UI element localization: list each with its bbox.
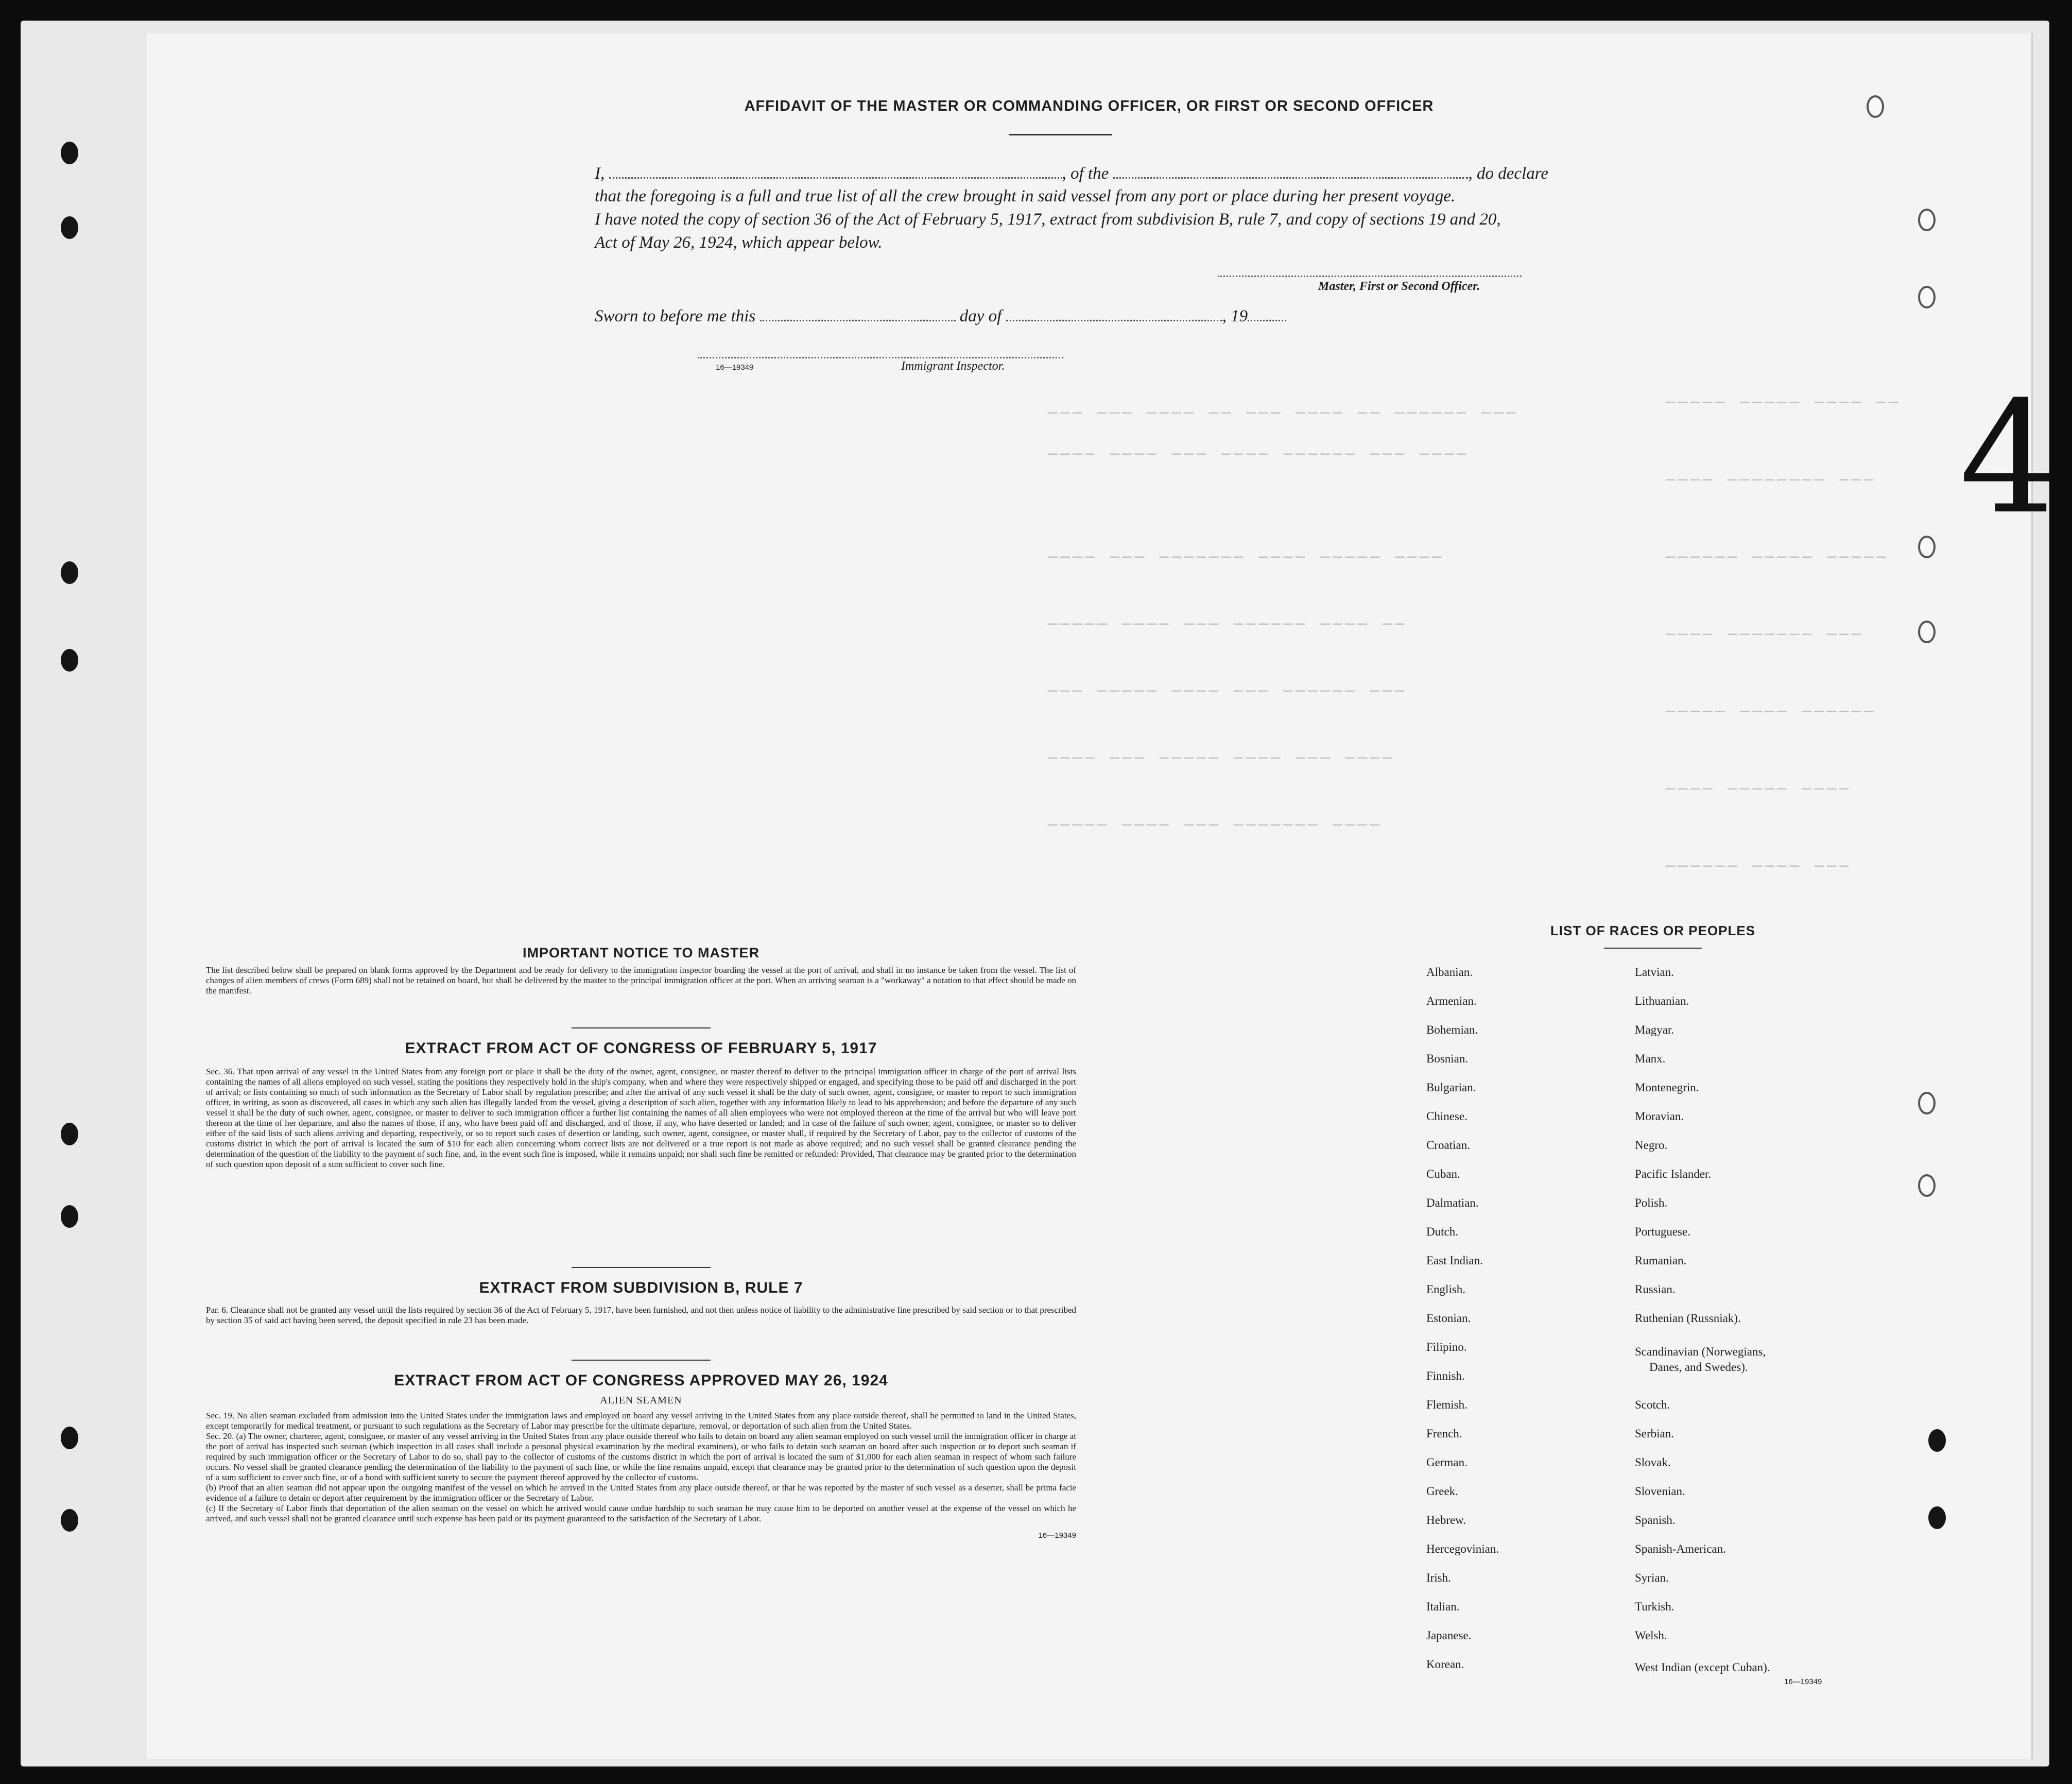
race-item: Turkish. [1635, 1600, 1674, 1613]
race-item: Korean. [1426, 1658, 1464, 1671]
race-item: Polish. [1635, 1196, 1668, 1209]
rule-7-text: Par. 6. Clearance shall not be granted any vessel until the lists required by section 36 of the Act of February 5, 1917, have been furnished, and not then unless notice of liability to the administrative fine prescribed by said section or to that prescribed by section 35 of said act having been served, the deposit specified in rule 23 has been made. [206, 1305, 1076, 1325]
race-item: Hebrew. [1426, 1514, 1466, 1526]
master-caption: Master, First or Second Officer. [1318, 280, 1480, 293]
race-item: Spanish. [1635, 1514, 1676, 1526]
act-1917-section [206, 1027, 1076, 1170]
section-divider [572, 1027, 711, 1028]
race-item: Rumanian. [1635, 1254, 1687, 1267]
sworn-month-field[interactable] [1006, 306, 1222, 321]
bleed-through-text: ───── ──── ────── [1666, 703, 1877, 721]
act-1917-title: EXTRACT FROM ACT OF CONGRESS OF FEBRUARY 5, 1917 [405, 1040, 877, 1057]
race-item: Estonian. [1426, 1312, 1471, 1325]
races-title-rule [1604, 948, 1702, 949]
race-item: Cuban. [1426, 1168, 1460, 1180]
binder-hole [61, 1123, 78, 1145]
declaration-line-1 [595, 164, 1548, 183]
binder-hole [1867, 95, 1884, 118]
race-item: Flemish. [1426, 1398, 1467, 1411]
binder-hole [1918, 536, 1936, 558]
declaration-line-3: I have noted the copy of section 36 of the Act of February 5, 1917, extract from subdivision B, rule 7, and copy of sections 19 and 20, [595, 210, 1501, 229]
rule-7-title: EXTRACT FROM SUBDIVISION B, RULE 7 [479, 1279, 803, 1296]
alien-seamen-subtitle: ALIEN SEAMEN [600, 1395, 682, 1406]
race-item: Montenegrin. [1635, 1081, 1699, 1094]
races-form-number: 16—19349 [1784, 1677, 1822, 1686]
race-item: Scotch. [1635, 1398, 1670, 1411]
binder-hole [1918, 1092, 1936, 1114]
race-item: Negro. [1635, 1139, 1668, 1152]
act-1924-sec-20b: (b) Proof that an alien seaman did not appear upon the outgoing manifest of the vessel on which he arrived in the United States from any place outside thereof, or that he was reported by the master of such vessel as a deserter, shall be prima facie evidence of a failure to detain or deport after requirement by the immigration officer or the Secretary of Labor. [206, 1483, 1076, 1503]
race-item: Welsh. [1635, 1629, 1667, 1642]
sworn-day-of-label: day of [959, 307, 1002, 325]
race-item: Syrian. [1635, 1571, 1669, 1584]
bleed-through-text: ────── ──── ─── [1666, 857, 1852, 876]
binder-hole [1918, 1174, 1936, 1197]
race-item: Ruthenian (Russniak). [1635, 1312, 1741, 1325]
race-item: Finnish. [1426, 1369, 1465, 1382]
race-item: Filipino. [1426, 1341, 1467, 1353]
race-item: French. [1426, 1427, 1462, 1440]
race-item: Russian. [1635, 1283, 1676, 1296]
sworn-line [595, 306, 1286, 326]
declaration-suffix: , do declare [1468, 164, 1548, 183]
race-item: Bulgarian. [1426, 1081, 1476, 1094]
inspector-signature-line[interactable] [698, 357, 1063, 358]
master-signature-line[interactable] [1218, 276, 1522, 277]
affidavit-title: AFFIDAVIT OF THE MASTER OR COMMANDING OFFICER, OR FIRST OR SECOND OFFICER [744, 98, 1434, 114]
binder-hole [1918, 209, 1936, 231]
race-item: Bohemian. [1426, 1023, 1478, 1036]
declaration-line-4: Act of May 26, 1924, which appear below. [595, 233, 883, 252]
binder-hole [61, 1509, 78, 1532]
bleed-through-text: ──── ──────── ─── [1666, 471, 1877, 489]
sworn-year-field[interactable] [1248, 306, 1286, 321]
section-divider [572, 1360, 711, 1361]
race-item: Pacific Islander. [1635, 1168, 1712, 1180]
bleed-through-text: ──── ─── ─────── ──── ───── ──── [1048, 548, 1444, 567]
binder-hole [61, 561, 78, 584]
bleed-through-text: ───── ───── ──── ── [1666, 394, 1902, 412]
declaration-vessel-label: , of the [1062, 164, 1109, 183]
affidavit-form-number: 16—19349 [716, 363, 754, 372]
race-item: Japanese. [1426, 1629, 1472, 1642]
sworn-label: Sworn to before me this [595, 307, 756, 325]
race-item: Albanian. [1426, 966, 1473, 979]
act-1924-title: EXTRACT FROM ACT OF CONGRESS APPROVED MAY 26, 1924 [394, 1372, 888, 1389]
declaration-line-2: that the foregoing is a full and true list of all the crew brought in said vessel from any port or place during her present voyage. [595, 187, 1456, 205]
notice-section [206, 945, 1076, 996]
race-item: West Indian (except Cuban). [1635, 1661, 1770, 1674]
race-item: German. [1426, 1456, 1467, 1469]
master-name-field[interactable] [609, 164, 1062, 179]
act-1924-sec-20a: Sec. 20. (a) The owner, charterer, agent, consignee, or master of any vessel arriving in the United States from any place outside thereof who fails to detain on board any alien seaman employed on such vessel until the immigration officer in charge at the port of arrival has inspected such seaman (which inspection in all cases shall include a personal physical examination by the medical examiners), or who fails to detain such seaman on board after such inspection or to deport such seaman if required by such immigration officer or the Secretary of Labor to do so, shall pay to the collector of customs of the customs district in which the port of arrival is located the sum of $1,000 for each alien seaman in respect of whom such failure occurs. No vessel shall be granted clearance pending the determination of the liability to the payment of such fine, or while the fine remains unpaid, except that clearance may be granted prior to the determination of such question upon the deposit of a sum sufficient to cover such fine, or of a bond with sufficient surety to secure the payment thereof approved by the collector of customs. [206, 1431, 1076, 1482]
bleed-through-text: ────── ───── ───── [1666, 548, 1889, 567]
race-item: Slovak. [1635, 1456, 1671, 1469]
bleed-through-text: ──── ───── ──── [1666, 780, 1852, 798]
binder-hole [61, 216, 78, 239]
race-item: Moravian. [1635, 1110, 1684, 1123]
race-item: Manx. [1635, 1052, 1666, 1065]
notice-title: IMPORTANT NOTICE TO MASTER [523, 945, 759, 960]
binder-hole [1918, 621, 1936, 643]
bleed-through-text: ───── ──── ─── ─────── ──── [1048, 816, 1383, 834]
race-item: Hercegovinian. [1426, 1542, 1499, 1555]
binder-hole [1928, 1429, 1946, 1452]
race-item: Danes, and Swedes). [1649, 1361, 1748, 1374]
title-rule [1009, 134, 1112, 135]
race-item: Lithuanian. [1635, 994, 1689, 1007]
bleed-through-text: ──── ─── ───── ──── ─── ──── [1048, 749, 1395, 767]
binder-hole [1928, 1506, 1946, 1529]
rule-7-section [206, 1267, 1076, 1326]
race-item: Latvian. [1635, 966, 1674, 979]
binder-hole [61, 142, 78, 164]
races-title: LIST OF RACES OR PEOPLES [1550, 923, 1756, 938]
race-item: Italian. [1426, 1600, 1460, 1613]
race-item: Croatian. [1426, 1139, 1470, 1152]
act-1924-form-number: 16—19349 [1038, 1531, 1076, 1540]
race-item: Irish. [1426, 1571, 1451, 1584]
binder-hole [61, 649, 78, 672]
sworn-year-label: , 19 [1222, 307, 1248, 325]
binder-hole [61, 1205, 78, 1228]
affidavit-page [147, 33, 2058, 1759]
race-item: East Indian. [1426, 1254, 1483, 1267]
section-divider [572, 1267, 711, 1268]
bleed-through-text: ─── ───── ──── ─── ────── ─── [1048, 682, 1407, 700]
act-1924-section [206, 1360, 1076, 1548]
bleed-through-text: ───── ──── ─── ────── ──── ── [1048, 615, 1407, 633]
act-1917-text: Sec. 36. That upon arrival of any vessel in the United States from any foreign port or place it shall be the duty of the owner, agent, consignee, or master thereof to deliver to the principal immigration officer in charge of the port of arrival lists containing the names of all aliens employed on such vessel, stating the positions they respectively hold in the ship's company, when and where they were respectively shipped or engaged, and specifying those to be paid off and discharged in the port of arrival; or lists containing so much of such information as the Secretary of Labor shall by regulation prescribe; and after the arrival of any such vessel it shall be the duty of such owner, agent, consignee, or master to report to such immigration officer, in writing, as soon as discovered, all cases in which any such alien has illegally landed from the vessel, giving a description of such alien, together with any information likely to lead to his apprehension; and before the departure of any such vessel it shall be the duty of such owner, agent, consignee, or master to deliver to such immigration officer a further list containing the names of all alien employees who were not employed thereon at the time of the arrival but who will leave port thereon at the time of her departure, and also the names of those, if any, who have been paid off and discharged, and of those, if any, who have deserted or landed; and in case of the failure of such owner, agent, consignee, or master so to deliver either of the said lists of such aliens arriving and departing, respectively, or so to report such cases of desertion or landing, such owner, agent, consignee, or master shall, if required by the Secretary of Labor, pay to the collector of customs of the customs district in which the port of arrival is located the sum of $10 for each alien concerning whom correct lists are not delivered or a true report is not made as above required; and no such vessel shall be granted clearance pending the determination of the question of the liability to the payment of such fine, and, in the event such fine is imposed, while it remains unpaid; nor shall such fine be remitted or refunded: Provided, That clearance may be granted prior to the determination of such question upon deposit of a sum sufficient to cover such fine. [206, 1067, 1076, 1169]
race-item: Serbian. [1635, 1427, 1674, 1440]
race-item: Chinese. [1426, 1110, 1467, 1123]
sworn-day-field[interactable] [760, 306, 956, 321]
race-item: Bosnian. [1426, 1052, 1469, 1065]
race-item: English. [1426, 1283, 1466, 1296]
race-item: Dalmatian. [1426, 1196, 1479, 1209]
bleed-through-text: ─── ─── ──── ── ─── ──── ── ────── ─── [1048, 404, 1519, 422]
act-1924-sec-20c: (c) If the Secretary of Labor finds that deportation of the alien seaman on the vessel on which he arrived would cause undue hardship to such seaman he may cause him to be deported on another vessel at the expense of the vessel on which he arrived, and such vessel shall not be granted clearance until such expense has been paid or its payment guaranteed to the satisfaction of the Secretary of Labor. [206, 1503, 1076, 1523]
race-item: Magyar. [1635, 1023, 1674, 1036]
race-item: Slovenian. [1635, 1485, 1685, 1498]
inspector-caption: Immigrant Inspector. [901, 359, 1005, 373]
race-item: Greek. [1426, 1485, 1458, 1498]
declaration-prefix: I, [595, 164, 605, 183]
race-item: Spanish-American. [1635, 1542, 1726, 1555]
binder-hole [61, 1427, 78, 1449]
notice-text: The list described below shall be prepared on blank forms approved by the Department and be ready for delivery to the immigration inspector boarding the vessel at the port of arrival, and shall in no instance be taken from the vessel. The list of changes of alien members of crews (Form 689) shall not be retained on board, but shall be delivered by the master to the principal immigration officer at the port. When an arriving seaman is a "workaway" a notation to that effect should be made on the manifest. [206, 965, 1076, 996]
binder-hole [1918, 286, 1936, 308]
race-item: Scandinavian (Norwegians, [1635, 1345, 1766, 1358]
bleed-through-mark: 4 [1959, 368, 2058, 548]
bleed-through-text: ──── ──── ─── ──── ────── ─── ──── [1048, 445, 1470, 464]
vessel-name-field[interactable] [1113, 164, 1468, 179]
race-item: Dutch. [1426, 1225, 1458, 1238]
race-item: Armenian. [1426, 994, 1477, 1007]
race-item: Portuguese. [1635, 1225, 1690, 1238]
act-1924-sec-19: Sec. 19. No alien seaman excluded from admission into the United States under the immigration laws and employed on board any vessel arriving in the United States from any place outside thereof, shall be permitted to land in the United States, except temporarily for medical treatment, or pursuant to such regulations as the Secretary of Labor may prescribe for the ultimate departure, removal, or deportation of such alien from the United States. [206, 1411, 1076, 1431]
bleed-through-text: ──── ─────── ─── [1666, 626, 1864, 644]
